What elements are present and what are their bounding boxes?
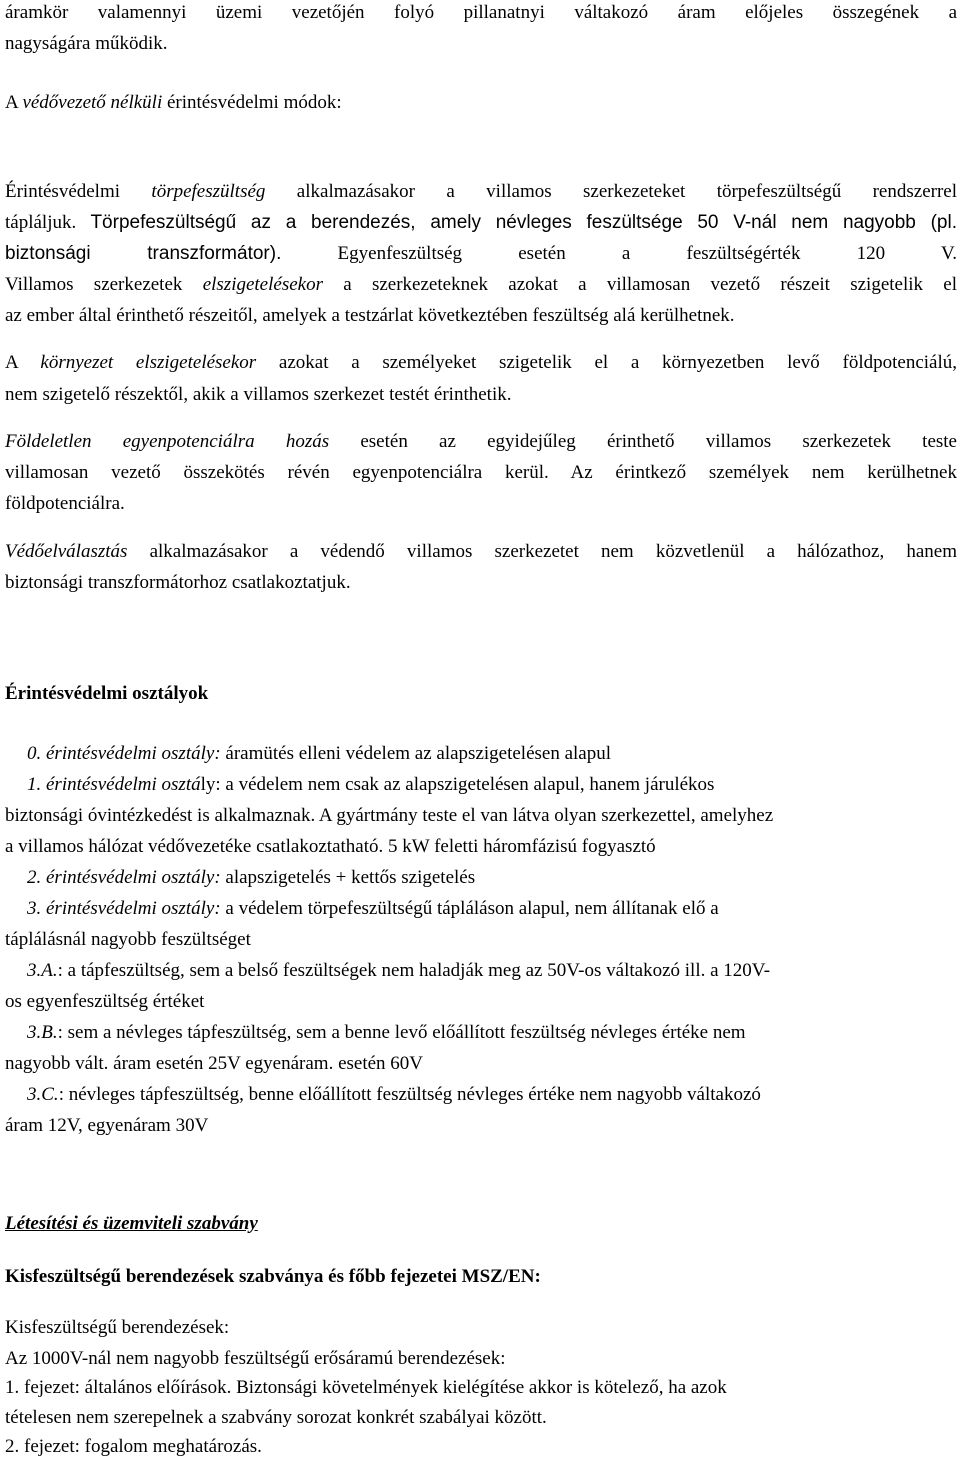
paragraph-line: A védővezető nélküli érintésvédelmi módok: (5, 92, 342, 113)
paragraph-line: tápláljuk. Törpefeszültségű az a berendezés, amely névleges feszültsége 50 V-nál nem nagyobb (pl. (5, 212, 957, 233)
paragraph-line: Védőelválasztás alkalmazásakor a védendő villamos szerkezetet nem közvetlenül a hálózathoz, hanem (5, 541, 957, 562)
section-heading: Kisfeszültségű berendezések szabványa és főbb fejezetei MSZ/EN: (5, 1266, 541, 1287)
paragraph-line: biztonsági transzformátor). Egyenfeszültség esetén a feszültségérték 120 V. (5, 243, 957, 264)
class-item: 2. érintésvédelmi osztály: alapszigetelés + kettős szigetelés (27, 867, 476, 888)
section-heading: Létesítési és üzemviteli szabvány (5, 1213, 258, 1234)
paragraph-line: tételesen nem szerepelnek a szabvány sorozat konkrét szabályai között. (5, 1407, 547, 1428)
class-item: 3.A.: a tápfeszültség, sem a belső feszültségek nem haladják meg az 50V-os váltakozó ill. a 120V- (27, 960, 771, 981)
class-item: 3. érintésvédelmi osztály: a védelem törpefeszültségű tápláláson alapul, nem állítanak elő a (27, 898, 719, 919)
class-item-line: a villamos hálózat védővezetéke csatlakoztatható. 5 kW feletti háromfázisú fogyasztó (5, 836, 656, 857)
paragraph-line: Kisfeszültségű berendezések: (5, 1317, 230, 1338)
paragraph-line: Az 1000V-nál nem nagyobb feszültségű erősáramú berendezések: (5, 1348, 506, 1369)
paragraph-line: A környezet elszigetelésekor azokat a személyeket szigetelik el a környezetben levő földpotenciálú, (5, 352, 957, 373)
paragraph-line: nem szigetelő részektől, akik a villamos szerkezet testét érinthetik. (5, 384, 512, 405)
class-item: 0. érintésvédelmi osztály: áramütés elleni védelem az alapszigetelésen alapul (27, 743, 612, 764)
paragraph-line: az ember által érinthető részeitől, amelyek a testzárlat következtében feszültség alá kerülhetnek. (5, 305, 735, 326)
paragraph-line: Földeletlen egyenpotenciálra hozás esetén az egyidejűleg érinthető villamos szerkezetek teste (5, 431, 957, 452)
paragraph-line: áramkör valamennyi üzemi vezetőjén folyó pillanatnyi váltakozó áram előjeles összegének a (5, 2, 957, 23)
paragraph-line: 2. fejezet: fogalom meghatározás. (5, 1436, 262, 1457)
class-item-line: táplálásnál nagyobb feszültséget (5, 929, 251, 950)
class-item-line: biztonsági óvintézkedést is alkalmaznak. A gyártmány teste el van látva olyan szerkezettel, amelyhez (5, 805, 774, 826)
paragraph-line: Villamos szerkezetek elszigetelésekor a szerkezeteknek azokat a villamosan vezető részeit szigetelik el (5, 274, 958, 295)
class-item-line: áram 12V, egyenáram 30V (5, 1115, 209, 1136)
paragraph-line: nagyságára működik. (5, 33, 168, 54)
class-item-line: os egyenfeszültség értéket (5, 991, 205, 1012)
paragraph-line: földpotenciálra. (5, 493, 125, 514)
paragraph-line: Érintésvédelmi törpefeszültség alkalmazásakor a villamos szerkezeteket törpefeszültségű rendszerrel (5, 181, 957, 202)
paragraph-line: biztonsági transzformátorhoz csatlakoztatjuk. (5, 572, 351, 593)
class-item: 3.B.: sem a névleges tápfeszültség, sem a benne levő előállított feszültség névleges értéke nem (27, 1022, 746, 1043)
paragraph-line: villamosan vezető összekötés révén egyenpotenciálra kerül. Az érintkező személyek nem kerülhetnek (5, 462, 957, 483)
section-heading: Érintésvédelmi osztályok (5, 683, 209, 704)
class-item: 3.C.: névleges tápfeszültség, benne előállított feszültség névleges értéke nem nagyobb váltakozó (27, 1084, 761, 1105)
class-item: 1. érintésvédelmi osztály: a védelem nem csak az alapszigetelésen alapul, hanem járulékos (27, 774, 715, 795)
paragraph-line: 1. fejezet: általános előírások. Biztonsági követelmények kielégítése akkor is kötelező, ha azok (5, 1377, 727, 1398)
class-item-line: nagyobb vált. áram esetén 25V egyenáram. esetén 60V (5, 1053, 424, 1074)
